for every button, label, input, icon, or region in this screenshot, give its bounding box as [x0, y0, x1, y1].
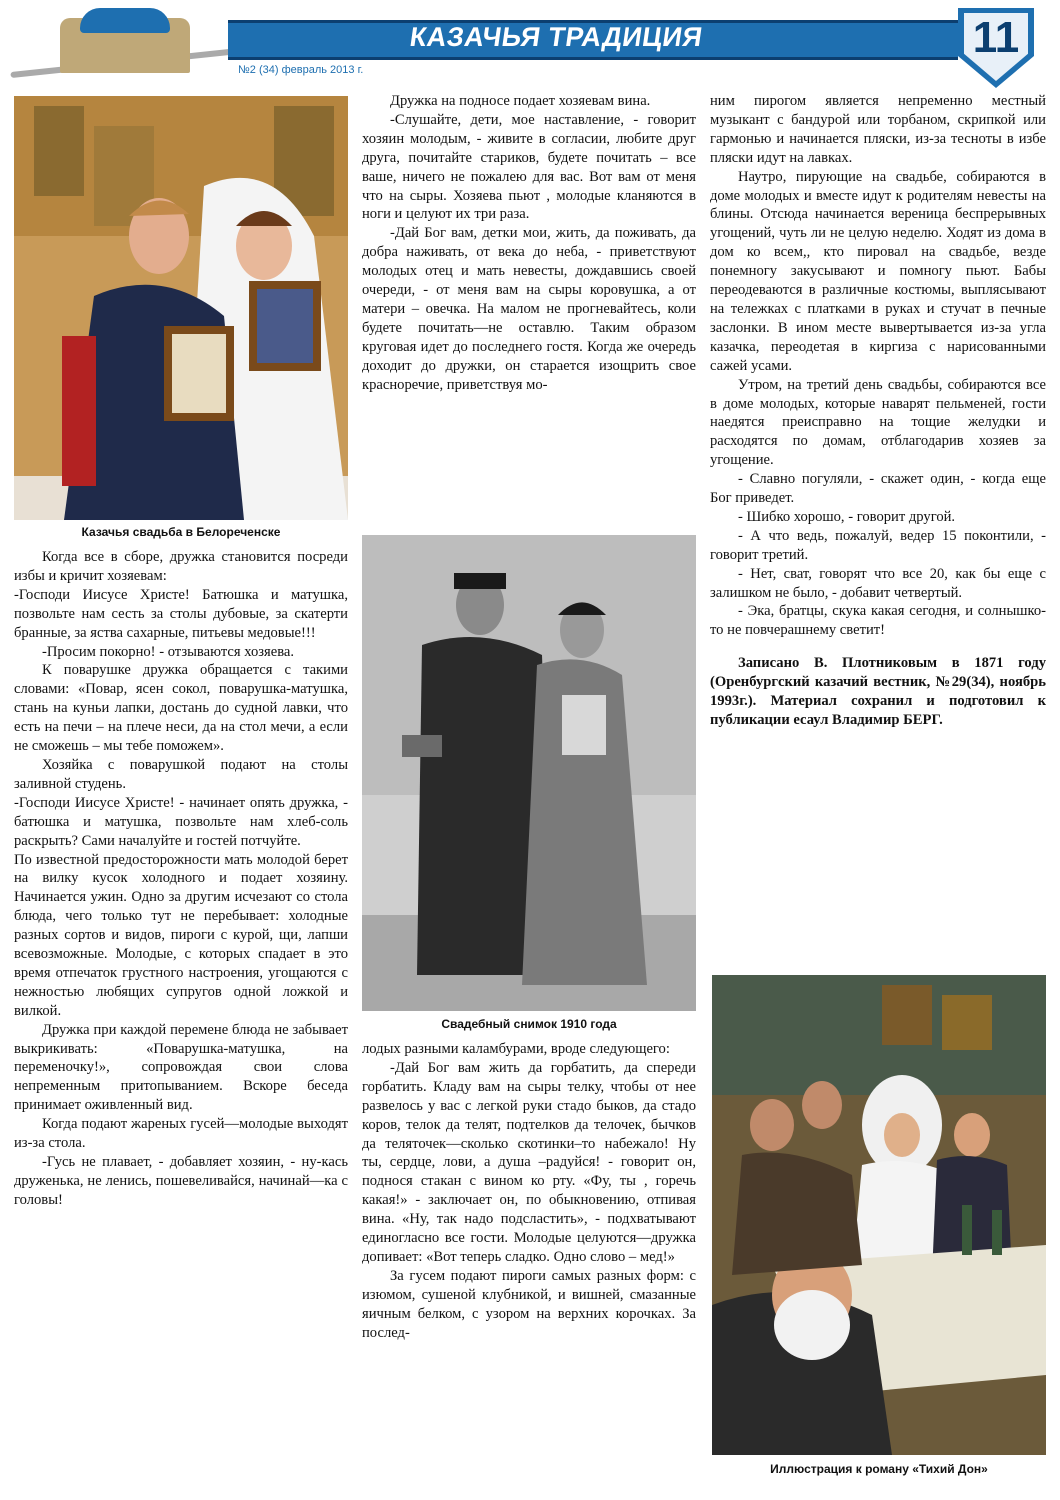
paragraph: Дружка при каждой перемене блюда не забывает выкрикивать: «Поварушка-матушка, на переменочку!», сопровождая свои слова непременным притопыванием. Вскоре беседа принимает оживленный вид.	[14, 1021, 348, 1114]
paragraph: - Нет, сват, говорят что все 20, как бы еще с залишком не было, - добавит четвертый.	[710, 565, 1046, 601]
paragraph: За гусем подают пироги самых разных форм: с изюмом, сушеной клубникой, и вишней, смазанные яичным белком, с узором на верхних корочках. За послед-	[362, 1267, 696, 1341]
paragraph: Утром, на третий день свадьбы, собираются все в доме молодых, которые наварят пельменей, гости наедятся преисправно на тощие желудки и расходятся по домам, отблагодарив хозяев за угощение.	[710, 376, 1046, 469]
section-title: КАЗАЧЬЯ ТРАДИЦИЯ	[407, 22, 705, 52]
paragraph: -Просим покорно! - отзываются хозяева.	[42, 643, 295, 660]
paragraph: лодых разными каламбурами, вроде следующего:	[362, 1041, 670, 1057]
paragraph: -Слушайте, дети, мое наставление, - говорит хозяин молодым, - живите в согласии, любите друг друга, почитайте стариков, будете почитать – все ваше, ничего не пожалею для вас. Вот вам от меня что на сыры. Хозяева пьют , молодые кланяются в ноги и целуют их три раза.	[362, 111, 696, 223]
wedding-photo-caption: Казачья свадьба в Белореченске	[81, 525, 281, 539]
column-1	[14, 548, 348, 1210]
paragraph: - Шибко хорошо, - говорит другой.	[738, 508, 956, 525]
paragraph: - Эка, братцы, скука какая сегодня, и солнышко-то не повчерашнему светит!	[710, 603, 1046, 639]
column-2-bottom	[362, 1040, 696, 1343]
paragraph: Дружка на подносе подает хозяевам вина.	[390, 93, 651, 109]
paragraph: Хозяйка с поварушкой подают на столы заливной студень.	[14, 756, 348, 792]
column-3	[710, 92, 1046, 730]
paragraph: -Дай Бог вам, детки мои, жить, да поживать, да добра наживать, от века до неба, - приветствуют молодых отец и мать невесты, дождавшись своей очереди, - от меня вам на сыры коровушка, а от матери – овечка. На малом не прогневайтесь, коли будете почитать—не оставлю. Таким образом круговая идет до последнего гостя. Когда же очередь доходит до дружки, он старается изощрить свое красноречие, приветствуя мо-	[362, 225, 696, 393]
page-header	[0, 0, 1060, 92]
photo-1910-caption: Свадебный снимок 1910 года	[441, 1017, 617, 1031]
hat-top	[80, 8, 170, 33]
paragraph: ним пирогом является непременно местный музыкант с бандурой или торбаном, скрипкой или гармонью и начинается пляски, из-за тесноты в избе пляски идут на лавках.	[710, 93, 1046, 166]
tikhiy-don-illustration	[712, 975, 1046, 1455]
paragraph: К поварушке дружка обращается с такими словами: «Повар, ясен сокол, поварушка-матушка, стань на куньи лапки, достань до судной лавки, что есть на печи – на плече неси, да на стол мечи, а если не сможешь – мы тебе поможем».	[14, 662, 348, 755]
photo-1910	[362, 535, 696, 1011]
paragraph: Когда все в сборе, дружка становится посреди избы и кричит хозяевам:	[14, 549, 348, 584]
paragraph: - Славно погуляли, - скажет один, - когда еще Бог приведет.	[710, 471, 1046, 507]
paragraph: - А что ведь, пожалуй, ведер 15 поконтили, - говорит третий.	[710, 527, 1046, 563]
paragraph: -Дай Бог вам жить да горбатить, да спереди горбатить. Кладу вам на сыры телку, чтобы от нее развелось у вас с легкой руки стадо быков, да стадо коров, телок да телят, подтелков да телочек, бычков да теляточек—сколько скотинки–то набежало! Ну ты, сердце, лови, а душа –радуйся! - говорит он, поднося стакан с вином ко рту. «Фу, ты , горечь какая!» - заключает он, по обыкновению, отпивая вина. «Ну, так надо подсластить», - подхватывают единогласно все гости. Молодые целуются—дружка допивает: «Вот теперь сладко. Одно слово – мед!»	[362, 1059, 696, 1265]
paragraph: По известной предосторожности мать молодой берет на вилку кусок холодного и подает хозяину. Начинается ужин. Одно за другим исчезают со стола блюда, чего только тут не перебывает: холодные разных сортов и видов, пироги с курой, щи, лапши всевозможные. Молодые, с которых спадает в это время отпечаток грустного настроения, угощаются с нежностью любящих супругов одной ложкой и вилкой.	[14, 851, 348, 1019]
illustration-caption: Иллюстрация к роману «Тихий Дон»	[770, 1462, 988, 1476]
paragraph: Наутро, пирующие на свадьбе, собираются в доме молодых и вместе идут к родителям невесты на блины. Отсюда начинается вереница беспрерывных угощений, чуть ли не целую неделю. Ходят из дома в дом ко всем,, кто пировал на свадьбе, везде понемногу закусывают и помногу пьют. Бабы переодеваются в различные костюмы, выплясывают на тележках с платками в руках и стучат в печные заслонки. В ином месте вывертывается из-за угла казачка, переодетая в киргиза с нарисованными сажей усами.	[710, 168, 1046, 374]
issue-info: №2 (34) февраль 2013 г.	[238, 64, 364, 76]
paragraph: Когда подают жареных гусей—молодые выходят из-за стола.	[14, 1116, 348, 1152]
page-number: 11	[972, 13, 1020, 62]
paragraph: -Господи Иисусе Христе! - начинает опять дружка, - батюшка и матушка, позвольте нам хлеб-соль раскрыть? Сами началуйте и гостей потчуйте.	[14, 794, 348, 849]
wedding-photo	[14, 96, 348, 520]
paragraph: -Господи Иисусе Христе! Батюшка и матушка, позвольте нам сесть за столы дубовые, за скатерти бранные, за яства сахарные, питьевы медовые!!!	[14, 586, 348, 641]
column-2-top	[362, 92, 696, 395]
credits: Записано В. Плотниковым в 1871 году (Оренбургский казачий вестник, №29(34), ноябрь 1993г.). Материал сохранил и подготовил к публикации есаул Владимир БЕРГ.	[710, 655, 1046, 728]
paragraph: -Гусь не плавает, - добавляет хозяин, - ну-кась друженька, не ленись, пошевеливайся, начинай—ка с головы!	[14, 1154, 348, 1208]
